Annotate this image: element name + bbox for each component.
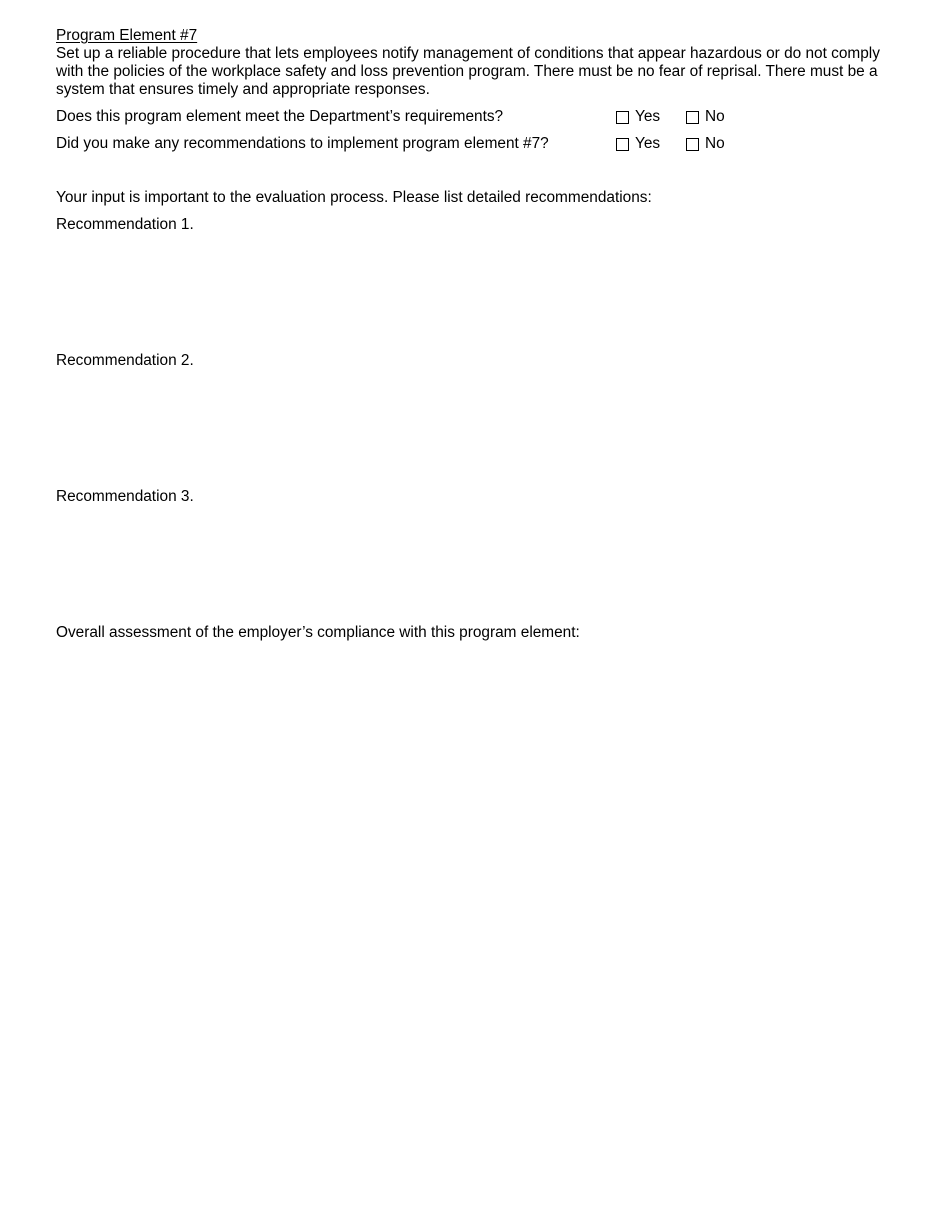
form-page	[56, 27, 898, 641]
recommendations-yes-label: Yes	[635, 135, 661, 152]
question-recommendations-text: Did you make any recommendations to implement program element #7?	[56, 135, 549, 152]
input-prompt: Your input is important to the evaluation process. Please list detailed recommendations:	[56, 189, 652, 206]
requirements-yes-label: Yes	[635, 108, 661, 125]
recommendations-yes-option[interactable]	[616, 134, 660, 154]
requirements-no-checkbox[interactable]	[686, 111, 699, 124]
section-description: Set up a reliable procedure that lets employees notify management of conditions that appear hazardous or do not comply with the policies of the workplace safety and loss prevention program. There must be no fear of reprisal. There must be a system that ensures timely and appropriate responses.	[56, 45, 880, 98]
requirements-yes-checkbox[interactable]	[616, 111, 629, 124]
question-recommendations	[56, 134, 898, 154]
section-title: Program Element #7	[56, 27, 198, 44]
question-requirements-text: Does this program element meet the Department’s requirements?	[56, 108, 504, 125]
requirements-yes-option[interactable]	[616, 107, 660, 127]
recommendation-3-field[interactable]	[56, 509, 898, 619]
requirements-no-option[interactable]	[686, 107, 725, 127]
recommendation-1-label: Recommendation 1.	[56, 216, 194, 233]
recommendation-2-field[interactable]	[56, 373, 898, 483]
recommendations-no-checkbox[interactable]	[686, 138, 699, 151]
recommendations-no-option[interactable]	[686, 134, 725, 154]
assessment-field[interactable]	[56, 647, 898, 1207]
recommendation-2-label: Recommendation 2.	[56, 352, 194, 369]
question-requirements	[56, 107, 898, 127]
recommendation-3-label: Recommendation 3.	[56, 488, 194, 505]
recommendation-1-field[interactable]	[56, 237, 898, 347]
requirements-no-label: No	[705, 108, 725, 125]
recommendations-no-label: No	[705, 135, 725, 152]
recommendations-yes-checkbox[interactable]	[616, 138, 629, 151]
assessment-label: Overall assessment of the employer’s compliance with this program element:	[56, 624, 580, 641]
